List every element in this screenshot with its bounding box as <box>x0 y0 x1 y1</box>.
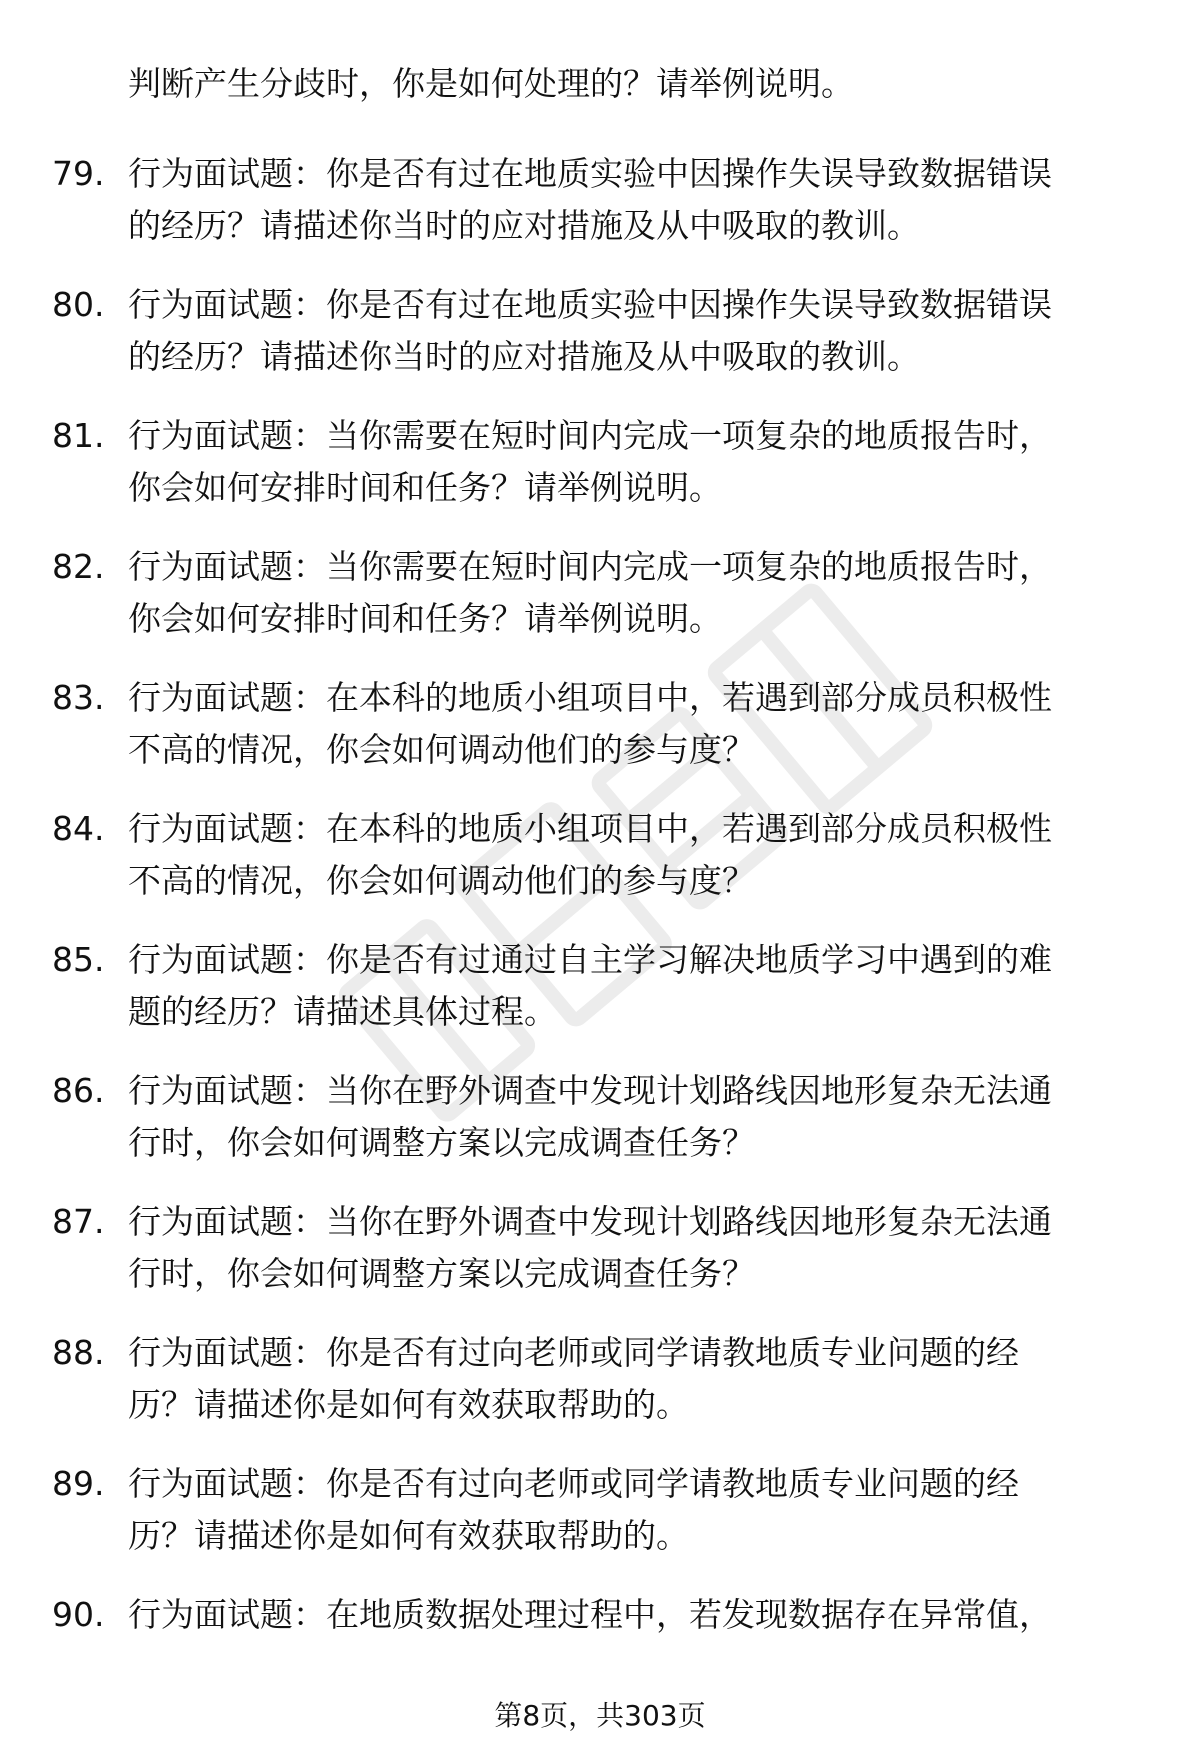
question-line: 行时，你会如何调整方案以完成调查任务？ <box>128 1254 755 1293</box>
question-item <box>0 1065 1200 1196</box>
question-number: 86. <box>52 1071 105 1110</box>
question-list <box>0 148 1200 1720</box>
question-number: 87. <box>52 1202 105 1241</box>
page-footer: 第8页，共303页 <box>494 1699 706 1732</box>
question-item <box>0 934 1200 1065</box>
question-number: 88. <box>52 1333 105 1372</box>
question-text <box>128 1196 1148 1300</box>
question-line: 题的经历？请描述具体过程。 <box>128 992 557 1031</box>
question-line: 历？请描述你是如何有效获取帮助的。 <box>128 1385 689 1424</box>
question-text <box>128 1458 1148 1562</box>
question-number: 82. <box>52 547 105 586</box>
continuation-line: 判断产生分歧时，你是如何处理的？请举例说明。 <box>128 64 854 103</box>
question-number: 81. <box>52 416 105 455</box>
question-text <box>128 1327 1148 1431</box>
question-item <box>0 1458 1200 1589</box>
question-number: 79. <box>52 154 105 193</box>
question-number: 83. <box>52 678 105 717</box>
question-line: 你会如何安排时间和任务？请举例说明。 <box>128 599 722 638</box>
question-number: 85. <box>52 940 105 979</box>
question-line: 不高的情况，你会如何调动他们的参与度？ <box>128 861 755 900</box>
question-text <box>128 934 1148 1038</box>
question-line: 行为面试题：在本科的地质小组项目中，若遇到部分成员积极性 <box>128 809 1052 848</box>
question-line: 行为面试题：在地质数据处理过程中，若发现数据存在异常值， <box>128 1595 1052 1634</box>
question-line: 行为面试题：你是否有过向老师或同学请教地质专业问题的经 <box>128 1464 1019 1503</box>
question-text <box>128 803 1148 907</box>
question-line: 的经历？请描述你当时的应对措施及从中吸取的教训。 <box>128 206 920 245</box>
question-item <box>0 1327 1200 1458</box>
question-item <box>0 803 1200 934</box>
question-line: 你会如何安排时间和任务？请举例说明。 <box>128 468 722 507</box>
question-text <box>128 672 1148 776</box>
question-line: 行为面试题：当你在野外调查中发现计划路线因地形复杂无法通 <box>128 1202 1052 1241</box>
question-text <box>128 541 1148 645</box>
question-text <box>128 1065 1148 1169</box>
question-item <box>0 541 1200 672</box>
question-text <box>128 410 1148 514</box>
question-number: 89. <box>52 1464 105 1503</box>
question-line: 行为面试题：当你在野外调查中发现计划路线因地形复杂无法通 <box>128 1071 1052 1110</box>
question-item <box>0 672 1200 803</box>
question-line: 行为面试题：你是否有过在地质实验中因操作失误导致数据错误 <box>128 154 1052 193</box>
question-line: 不高的情况，你会如何调动他们的参与度？ <box>128 730 755 769</box>
question-number: 84. <box>52 809 105 848</box>
question-text <box>128 148 1148 252</box>
question-text <box>128 1589 1148 1641</box>
question-line: 行时，你会如何调整方案以完成调查任务？ <box>128 1123 755 1162</box>
question-line: 行为面试题：你是否有过在地质实验中因操作失误导致数据错误 <box>128 285 1052 324</box>
question-line: 行为面试题：当你需要在短时间内完成一项复杂的地质报告时， <box>128 416 1052 455</box>
question-number: 80. <box>52 285 105 324</box>
question-line: 行为面试题：你是否有过通过自主学习解决地质学习中遇到的难 <box>128 940 1052 979</box>
question-item <box>0 1196 1200 1327</box>
question-item <box>0 410 1200 541</box>
question-line: 的经历？请描述你当时的应对措施及从中吸取的教训。 <box>128 337 920 376</box>
question-number: 90. <box>52 1595 105 1634</box>
question-line: 行为面试题：你是否有过向老师或同学请教地质专业问题的经 <box>128 1333 1019 1372</box>
question-line: 行为面试题：在本科的地质小组项目中，若遇到部分成员积极性 <box>128 678 1052 717</box>
question-item <box>0 279 1200 410</box>
question-line: 历？请描述你是如何有效获取帮助的。 <box>128 1516 689 1555</box>
question-item <box>0 148 1200 279</box>
question-line: 行为面试题：当你需要在短时间内完成一项复杂的地质报告时， <box>128 547 1052 586</box>
question-text <box>128 279 1148 383</box>
